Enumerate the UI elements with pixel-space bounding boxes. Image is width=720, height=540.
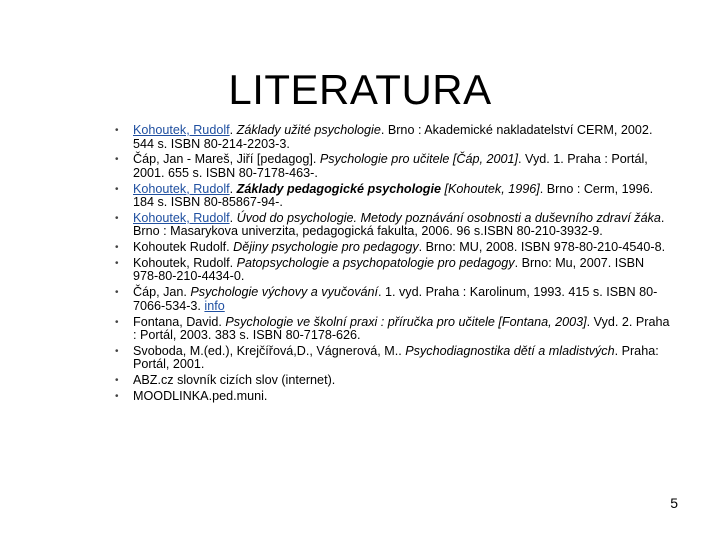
bullet-icon: • [115,345,119,357]
reference-item [112,286,672,313]
reference-text: Čáp, Jan. [133,285,191,300]
reference-text: . Vyd. 2. Praha : Portál, 2003. 383 s. ISBN 80-7178-626. [133,314,670,343]
page-number: 5 [670,495,678,511]
reference-text: MOODLINKA.ped.muni. [133,388,268,403]
bullet-icon: • [115,287,119,299]
reference-title: Úvod do psychologie. Metody poznávání osobnosti a duševního zdraví žáka [236,210,661,225]
reference-text: . Praha: Portál, 2001. [133,343,659,372]
reference-item [112,153,672,180]
reference-title: Psychologie výchovy a vyučování [190,285,379,300]
reference-text: Svoboda, M.(ed.), Krejčířová,D., Vágnerová, M.. [133,343,406,358]
author-link[interactable]: Kohoutek, Rudolf [133,123,230,137]
reference-text: . Brno : Akademické nakladatelství CERM, 2002. 544 s. ISBN 80-214-2203-3. [133,123,653,151]
reference-text: Kohoutek, Rudolf. [133,255,237,270]
reference-title: Patopsychologie a psychopatologie pro pedagogy [236,255,515,270]
reference-text: . Brno: Mu, 2007. ISBN 978-80-210-4434-0. [133,255,645,284]
reference-item [112,257,672,284]
author-link[interactable]: Kohoutek, Rudolf [133,210,230,225]
reference-text: . [229,123,237,137]
reference-title: Dějiny psychologie pro pedagogy [233,240,419,255]
reference-text: . 1. vyd. Praha : Karolinum, 1993. 415 s. ISBN 80-7066-534-3. [133,285,658,313]
bullet-icon: • [115,257,119,269]
bullet-icon: • [115,390,119,402]
reference-item [112,345,672,372]
bullet-icon: • [115,316,119,328]
reference-item [112,374,672,388]
bullet-icon: • [115,154,119,166]
slide-title: LITERATURA [228,66,492,114]
bullet-icon: • [115,375,119,387]
info-link[interactable]: info [204,298,225,313]
reference-title: Psychodiagnostika dětí a mladistvých [405,343,615,358]
reference-text: Čáp, Jan - Mareš, Jiří [pedagog]. [133,152,320,167]
reference-text: . [229,181,237,196]
bullet-icon: • [115,125,119,136]
reference-text: . Brno : Cerm, 1996. 184 s. ISBN 80-85867-94-. [133,181,654,210]
reference-item [112,241,672,255]
bullet-icon: • [115,212,119,224]
author-link[interactable]: Kohoutek, Rudolf [133,181,230,196]
reference-text: . Brno: MU, 2008. ISBN 978-80-210-4540-8. [418,240,666,255]
reference-text: Kohoutek Rudolf. [133,240,234,255]
bullet-icon: • [115,242,119,254]
reference-item [112,390,672,404]
reference-title: Psychologie pro učitele [Čáp, 2001] [319,152,519,167]
reference-title: Základy pedagogické psychologie [236,181,441,196]
reference-list [112,124,672,406]
reference-title: Základy užité psychologie [236,123,381,137]
reference-item [112,212,672,239]
reference-text: . Brno : Masarykova univerzita, pedagogická fakulta, 2006. 96 s.ISBN 80-210-3932-9. [133,210,665,239]
reference-citation-key: [Kohoutek, 1996] [441,181,540,196]
reference-item [112,124,672,151]
reference-title: Psychologie ve školní praxi : příručka pro učitele [Fontana, 2003] [225,314,587,329]
reference-text: . Vyd. 1. Praha : Portál, 2001. 655 s. ISBN 80-7178-463-. [133,152,648,180]
reference-text: ABZ.cz slovník cizích slov (internet). [133,373,336,388]
bullet-icon: • [115,183,119,195]
reference-text: . [229,210,237,225]
reference-item [112,316,672,343]
reference-text: Fontana, David. [133,314,226,329]
reference-item [112,183,672,210]
